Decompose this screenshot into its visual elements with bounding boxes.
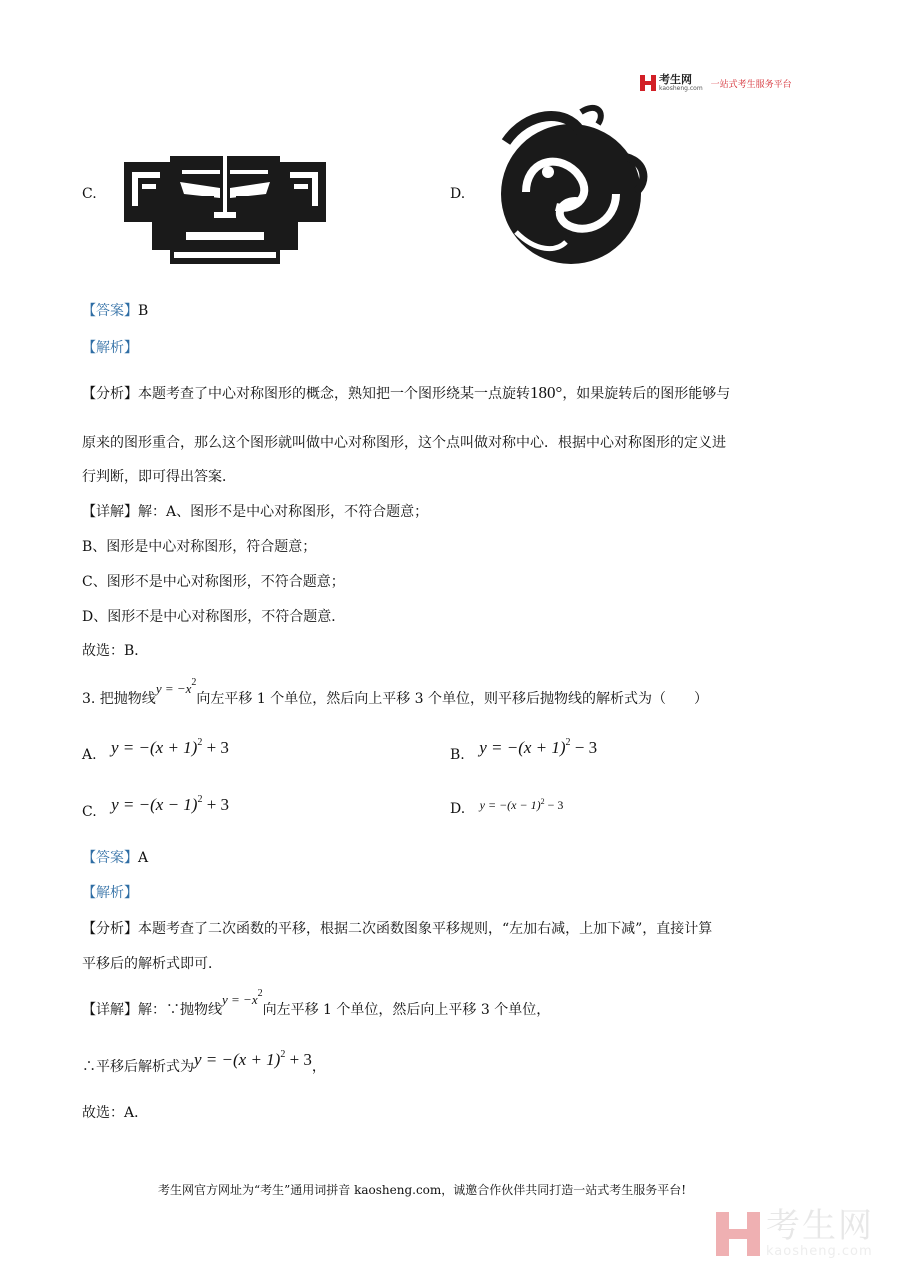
q3-option-b (450, 737, 598, 764)
formula-exp: 2 (280, 1049, 286, 1060)
formula-tail: + 3 (285, 1050, 312, 1069)
formula-main: y = −(x + 1) (194, 1050, 281, 1069)
q3-fenxi-line1 (82, 918, 712, 938)
option-formula (111, 795, 229, 814)
detail-tag: 【详解】 (82, 1002, 138, 1018)
logo-domain: kaosheng.com (659, 84, 703, 92)
option-label: C. (82, 804, 97, 820)
bronze-mask-image (122, 152, 328, 270)
formula-exp: 2 (191, 677, 197, 688)
formula-base: y = −x (155, 681, 192, 696)
dragon-image (486, 102, 656, 272)
formula-exp: 2 (565, 737, 571, 748)
page-footer: 考生网官方网址为“考生”通用词拼音 kaosheng.com，诚邀合作伙伴共同打造一站式考生服务平台! (158, 1183, 687, 1197)
logo-slogan: 一站式考生服务平台 (710, 79, 792, 90)
kaosheng-logo-icon (640, 75, 656, 91)
q2-detail-b: B、图形是中心对称图形，符合题意； (82, 539, 317, 555)
fenxi-text2: ，如果旋转后的图形能够与 (562, 386, 731, 402)
q3-option-d (450, 797, 564, 817)
q3-stem-formula (155, 677, 197, 696)
answer-value: A (138, 850, 149, 866)
detail-a-text: 解：A、图形不是中心对称图形，不符合题意； (138, 504, 429, 520)
formula-tail: − 3 (544, 798, 564, 812)
option-label: A. (82, 747, 97, 763)
formula-exp: 2 (197, 794, 203, 805)
therefore-end: ， (311, 1059, 326, 1075)
watermark-domain: kaosheng.com (766, 1244, 873, 1259)
logo-text: 考生网 (659, 72, 692, 86)
answer-tag: 【答案】 (82, 850, 138, 866)
q2-detail-c: C、图形不是中心对称图形，不符合题意； (82, 574, 345, 590)
formula-base: y = −x (222, 992, 258, 1007)
q2-detail-a (82, 501, 428, 521)
formula-main: y = −(x − 1) (479, 798, 541, 812)
formula-exp: 2 (197, 737, 203, 748)
formula-main: y = −(x + 1) (111, 738, 198, 757)
q2-fenxi-line2: 原来的图形重合，那么这个图形就叫做中心对称图形，这个点叫做对称中心．根据中心对称图形的定义进 (82, 435, 726, 451)
q2-conclusion: 故选：B． (82, 643, 149, 659)
q2-fenxi-line1 (82, 383, 730, 403)
formula-exp: 2 (540, 797, 545, 806)
option-formula (479, 738, 597, 757)
watermark-text: 考生网 (766, 1206, 874, 1246)
option-d-label: D. (450, 186, 466, 202)
q3-stem-suffix: 向左平移 1 个单位，然后向上平移 3 个单位，则平移后抛物线的解析式为（ ） (196, 691, 709, 707)
answer-value: B (138, 303, 149, 319)
option-label: B. (450, 747, 465, 763)
therefore-formula (194, 1050, 312, 1069)
watermark (716, 1208, 874, 1259)
answer-tag: 【答案】 (82, 303, 138, 319)
header-logo (640, 74, 792, 92)
q2-detail-d: D、图形不是中心对称图形，不符合题意． (82, 609, 346, 625)
q3-analysis-tag: 【解析】 (82, 885, 138, 901)
q2-answer (82, 300, 148, 320)
formula-tail: − 3 (570, 738, 598, 757)
q3-stem (82, 677, 709, 708)
detail-prefix: 解：∵抛物线 (138, 1002, 222, 1018)
formula-tail: + 3 (202, 738, 229, 757)
watermark-logo-icon (716, 1212, 760, 1256)
option-formula (480, 798, 564, 812)
option-c-label: C. (82, 186, 97, 202)
therefore-prefix: ∴平移后解析式为 (82, 1059, 194, 1075)
fenxi-text1: 本题考查了中心对称图形的概念，熟知把一个图形绕某一点旋转 (138, 386, 530, 402)
fenxi-tag: 【分析】 (82, 921, 138, 937)
detail-suffix: 向左平移 1 个单位，然后向上平移 3 个单位， (262, 1002, 551, 1018)
formula-exp: 2 (257, 988, 263, 999)
detail-tag: 【详解】 (82, 504, 138, 520)
formula-main: y = −(x + 1) (479, 738, 566, 757)
q3-detail (82, 988, 551, 1019)
q2-fenxi-line3: 行判断，即可得出答案． (82, 469, 236, 485)
q3-conclusion: 故选：A． (82, 1105, 149, 1121)
q3-option-c (82, 794, 230, 821)
q3-fenxi-line2: 平移后的解析式即可． (82, 956, 222, 972)
q3-stem-prefix: 3. 把抛物线 (82, 691, 156, 707)
q3-option-a (82, 737, 229, 764)
fenxi-tag: 【分析】 (82, 386, 138, 402)
detail-formula (222, 988, 263, 1007)
q3-answer (82, 847, 148, 867)
q3-therefore (82, 1049, 326, 1076)
formula-main: y = −(x − 1) (111, 795, 198, 814)
option-formula (111, 738, 229, 757)
q2-analysis-tag: 【解析】 (82, 340, 138, 356)
formula-tail: + 3 (202, 795, 230, 814)
option-label: D. (450, 801, 466, 817)
angle-formula: 180° (530, 383, 563, 402)
fenxi-text: 本题考查了二次函数的平移，根据二次函数图象平移规则，“左加右减，上加下减”，直接计算 (138, 921, 713, 937)
